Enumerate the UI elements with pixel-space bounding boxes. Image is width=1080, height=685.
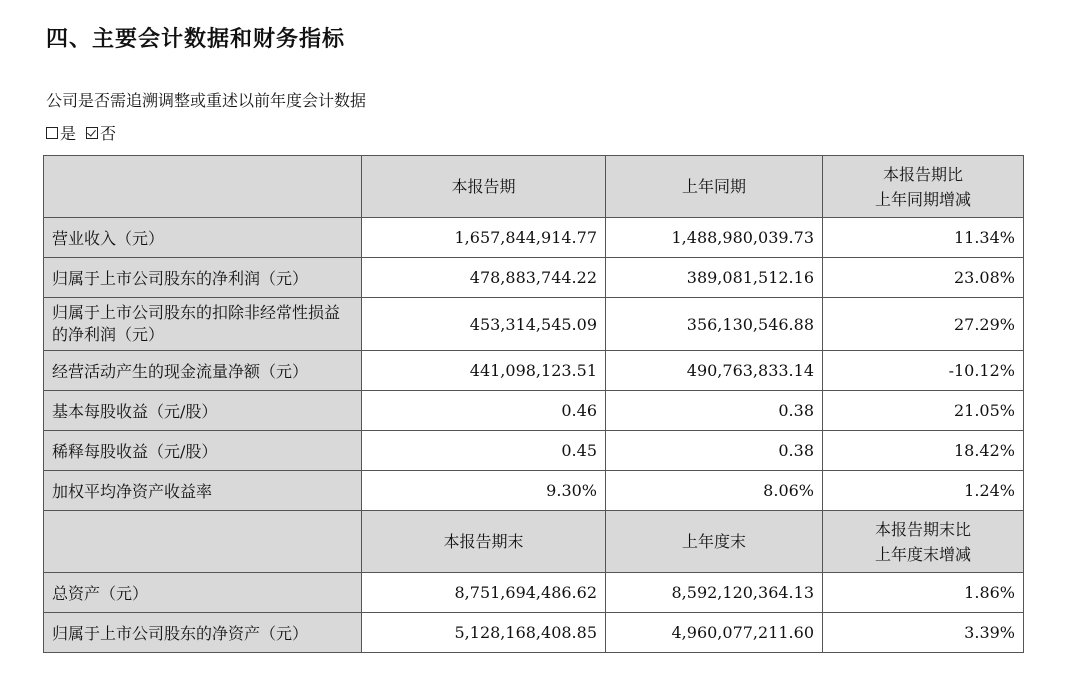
option-yes-label: 是 [60,124,77,143]
table-header-row [44,156,1024,218]
option-no-label: 否 [100,124,117,143]
row-label: 归属于上市公司股东的净利润（元） [44,258,362,298]
table-row [44,391,1024,431]
row-label: 加权平均净资产收益率 [44,471,362,511]
change-value: 1.24% [823,471,1024,511]
current-value: 5,128,168,408.85 [362,613,606,653]
change-value: 1.86% [823,573,1024,613]
row-label: 稀释每股收益（元/股） [44,431,362,471]
prior-value: 389,081,512.16 [606,258,823,298]
table-row [44,471,1024,511]
prior-value: 8.06% [606,471,823,511]
table-row [44,431,1024,471]
row-label: 经营活动产生的现金流量净额（元） [44,351,362,391]
prior-value: 1,488,980,039.73 [606,218,823,258]
prior-value: 4,960,077,211.60 [606,613,823,653]
current-value: 8,751,694,486.62 [362,573,606,613]
prior-value: 0.38 [606,431,823,471]
prior-value: 0.38 [606,391,823,431]
header-blank-cell [44,511,362,573]
header-current-period: 本报告期 [362,156,606,218]
option-yes[interactable] [46,121,76,144]
prior-value: 490,763,833.14 [606,351,823,391]
header-change-line2: 上年度末增减 [874,544,971,564]
row-label: 归属于上市公司股东的扣除非经常性损益的净利润（元） [44,298,362,351]
restatement-question: 公司是否需追溯调整或重述以前年度会计数据 [46,91,367,110]
current-value: 478,883,744.22 [362,258,606,298]
current-value: 1,657,844,914.77 [362,218,606,258]
table-row [44,613,1024,653]
change-value: 11.34% [823,218,1024,258]
header-change-line1: 本报告期末比 [874,519,971,539]
table-row [44,298,1024,351]
header-prior-period: 上年同期 [606,156,823,218]
header-prior-year-end: 上年度末 [606,511,823,573]
header-change-line2: 上年同期增减 [874,189,971,209]
prior-value: 8,592,120,364.13 [606,573,823,613]
prior-value: 356,130,546.88 [606,298,823,351]
header-change [823,511,1024,573]
change-value: 3.39% [823,613,1024,653]
header-period-end: 本报告期末 [362,511,606,573]
financial-indicators-table [43,155,1024,653]
row-label: 归属于上市公司股东的净资产（元） [44,613,362,653]
table-row [44,351,1024,391]
unchecked-box-icon[interactable] [46,127,58,139]
change-value: 18.42% [823,431,1024,471]
section-title: 四、主要会计数据和财务指标 [46,27,346,52]
header-change-line1: 本报告期比 [882,164,963,184]
header-change [823,156,1024,218]
header-blank-cell [44,156,362,218]
checked-box-icon[interactable] [86,127,98,139]
table-row [44,218,1024,258]
row-label: 总资产（元） [44,573,362,613]
current-value: 453,314,545.09 [362,298,606,351]
change-value: 21.05% [823,391,1024,431]
current-value: 0.45 [362,431,606,471]
change-value: 27.29% [823,298,1024,351]
row-label: 基本每股收益（元/股） [44,391,362,431]
current-value: 441,098,123.51 [362,351,606,391]
table-header-row [44,511,1024,573]
row-label: 营业收入（元） [44,218,362,258]
table-row [44,258,1024,298]
change-value: 23.08% [823,258,1024,298]
restatement-options [46,121,126,144]
current-value: 0.46 [362,391,606,431]
option-no[interactable] [86,121,116,144]
change-value: -10.12% [823,351,1024,391]
table-row [44,573,1024,613]
current-value: 9.30% [362,471,606,511]
